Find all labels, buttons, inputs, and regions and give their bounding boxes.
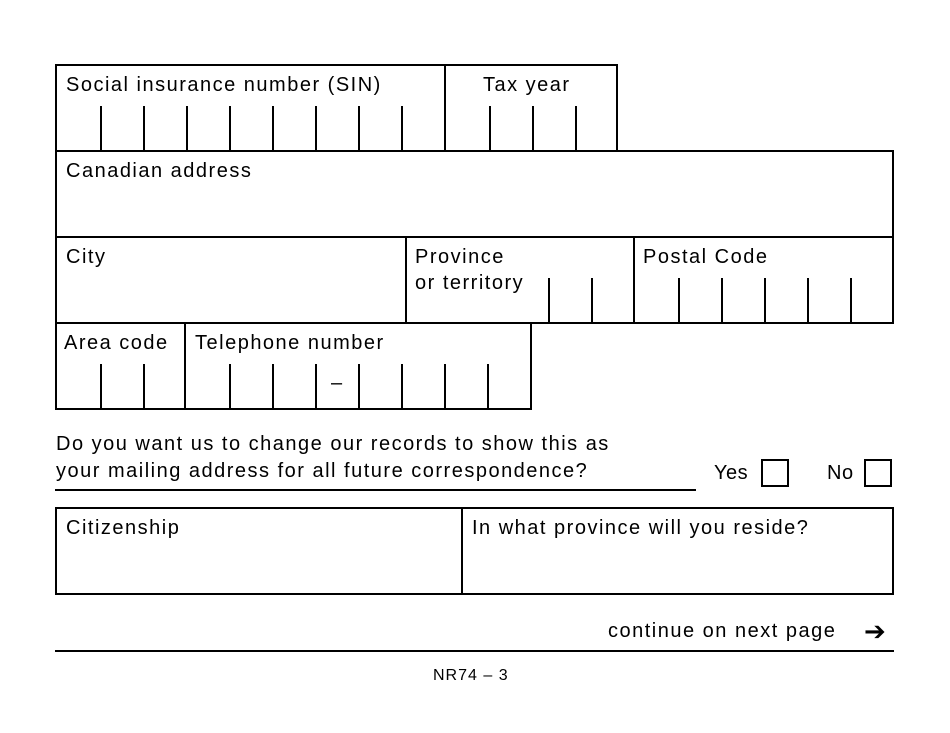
phone-divider <box>315 364 317 408</box>
footer-rule <box>55 650 894 652</box>
yes-checkbox[interactable] <box>761 459 789 487</box>
yes-label: Yes <box>714 462 749 484</box>
sin-digit-9[interactable] <box>401 104 444 150</box>
phone-digit-3[interactable] <box>272 362 315 408</box>
postal-char-2[interactable] <box>678 276 721 322</box>
phone-digit-6[interactable] <box>444 362 487 408</box>
postal-char-3[interactable] <box>721 276 764 322</box>
province-label-line2: or territory <box>415 272 525 294</box>
postal-code-box <box>633 236 894 324</box>
telephone-label: Telephone number <box>195 332 385 354</box>
sin-digit-3[interactable] <box>143 104 186 150</box>
tax-year-digit-1[interactable] <box>446 104 489 150</box>
phone-digit-5[interactable] <box>401 362 444 408</box>
postal-char-6[interactable] <box>850 276 894 322</box>
tax-year-digit-4[interactable] <box>575 104 618 150</box>
sin-digit-4[interactable] <box>186 104 229 150</box>
page-number: NR74 – 3 <box>433 667 509 684</box>
phone-digit-7[interactable] <box>487 362 532 408</box>
phone-digit-2[interactable] <box>229 362 272 408</box>
mailing-question-line2: your mailing address for all future correspondence? <box>56 460 589 482</box>
no-label: No <box>827 462 854 484</box>
area-code-box <box>55 322 186 410</box>
sin-box <box>55 64 446 152</box>
province-reside-label: In what province will you reside? <box>472 517 810 539</box>
arrow-right-icon: ➔ <box>864 617 886 647</box>
mailing-question-line1: Do you want us to change our records to show this as <box>56 433 610 455</box>
phone-dash: – <box>331 372 344 394</box>
sin-label: Social insurance number (SIN) <box>66 74 382 96</box>
citizenship-label: Citizenship <box>66 517 181 539</box>
area-code-digit-2[interactable] <box>100 362 143 408</box>
continue-text: continue on next page <box>608 620 837 642</box>
province-char-2[interactable] <box>591 276 634 322</box>
tax-year-digit-3[interactable] <box>532 104 575 150</box>
area-code-digit-1[interactable] <box>57 362 100 408</box>
province-char-1[interactable] <box>548 276 591 322</box>
canadian-address-label: Canadian address <box>66 160 253 182</box>
citizenship-field[interactable] <box>55 507 463 595</box>
postal-code-label: Postal Code <box>643 246 769 268</box>
phone-digit-1[interactable] <box>186 362 229 408</box>
province-box <box>405 236 635 324</box>
tax-year-digit-2[interactable] <box>489 104 532 150</box>
province-label-line1: Province <box>415 246 505 268</box>
province-reside-field[interactable] <box>461 507 894 595</box>
tax-year-label: Tax year <box>483 74 571 96</box>
telephone-box <box>184 322 532 410</box>
sin-digit-7[interactable] <box>315 104 358 150</box>
sin-digit-6[interactable] <box>272 104 315 150</box>
question-underline <box>55 489 696 491</box>
phone-digit-4[interactable] <box>358 362 401 408</box>
sin-digit-5[interactable] <box>229 104 272 150</box>
postal-char-1[interactable] <box>635 276 678 322</box>
postal-char-4[interactable] <box>764 276 807 322</box>
sin-digit-8[interactable] <box>358 104 401 150</box>
sin-digit-2[interactable] <box>100 104 143 150</box>
city-field[interactable] <box>55 236 407 324</box>
tax-year-box <box>444 64 618 152</box>
canadian-address-field[interactable] <box>55 150 894 238</box>
city-label: City <box>66 246 107 268</box>
sin-digit-1[interactable] <box>57 104 100 150</box>
no-checkbox[interactable] <box>864 459 892 487</box>
area-code-digit-3[interactable] <box>143 362 186 408</box>
area-code-label: Area code <box>64 332 169 354</box>
postal-char-5[interactable] <box>807 276 850 322</box>
